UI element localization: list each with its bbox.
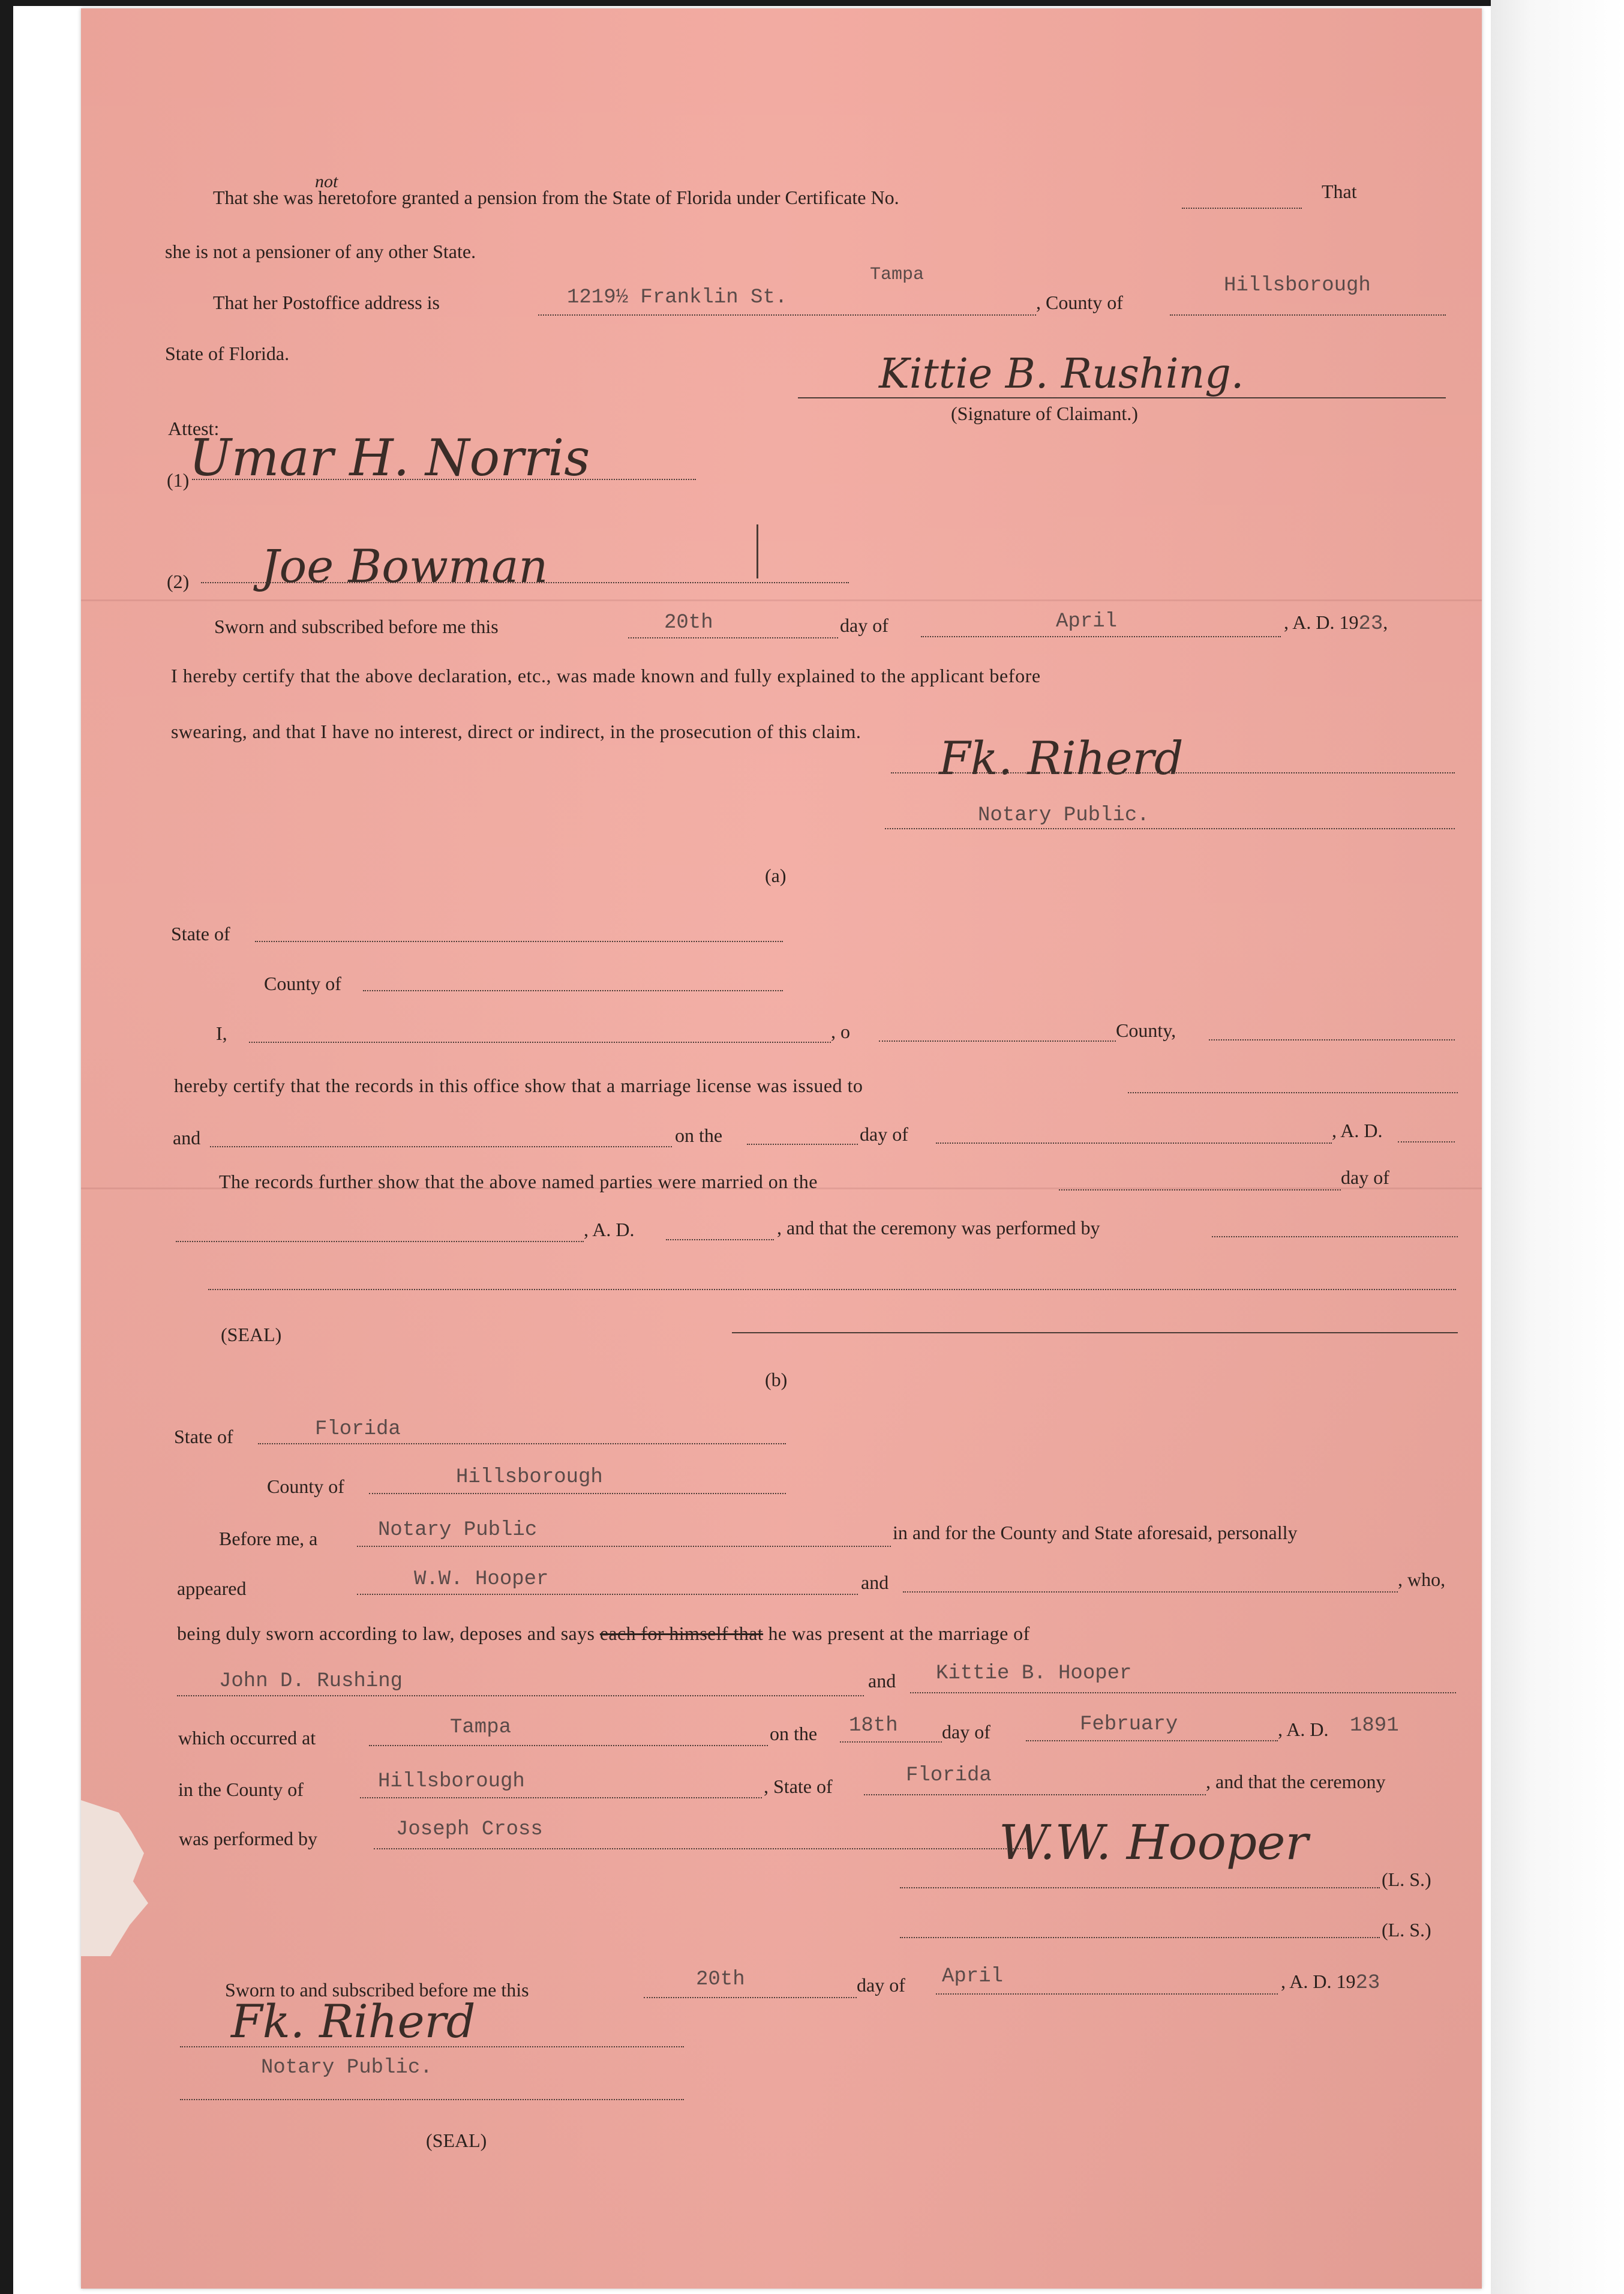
ls-1: (L. S.): [1382, 1869, 1431, 1890]
section-b-day-of: day of: [942, 1721, 990, 1743]
postoffice-label: That her Postoffice address is: [213, 292, 440, 313]
attest-2-number: (2): [167, 571, 190, 592]
sworn1-prefix: Sworn and subscribed before me this: [214, 616, 499, 637]
sworn1-day: 20th: [664, 611, 713, 634]
scan-border-left: [0, 0, 13, 2294]
section-a-license-field: [1128, 1070, 1458, 1093]
section-b-county-value: Hillsborough: [456, 1466, 603, 1489]
ls-2: (L. S.): [1382, 1919, 1431, 1941]
section-b-performed-label: was performed by: [179, 1828, 318, 1849]
section-b-ceremony-label: , and that the ceremony: [1206, 1771, 1386, 1792]
witness2-signature-line: [900, 1915, 1380, 1938]
sworn2-seal: (SEAL): [426, 2130, 487, 2151]
bracket-mark: [757, 524, 763, 578]
sworn1-month: April: [1056, 610, 1118, 633]
sworn1-day-field: [628, 616, 838, 638]
certify-line-2: swearing, and that I have no interest, direct or indirect, in the prosecution of this claim.: [171, 721, 861, 742]
section-b-witness2-field: [903, 1570, 1398, 1593]
county-label: , County of: [1036, 292, 1123, 313]
section-a-extra-line-1: [208, 1267, 1456, 1290]
section-a-county2-field: [1209, 1018, 1455, 1040]
section-a-ceremony: , and that the ceremony was performed by: [777, 1217, 1100, 1239]
scan-border-top: [0, 0, 1624, 6]
witness-signature: W.W. Hooper: [999, 1815, 1308, 1870]
section-a-month-field: [936, 1121, 1332, 1144]
section-a-ad: , A. D.: [1332, 1120, 1383, 1141]
section-b-month: February: [1080, 1713, 1178, 1736]
attest-1-line: [192, 457, 696, 480]
postoffice-value: 1219½ Franklin St.: [567, 286, 788, 309]
section-b-state-label: , State of: [764, 1776, 833, 1797]
section-a-further-line: The records further show that the above named parties were married on the: [219, 1171, 818, 1192]
section-b-sworn-line: being duly sworn according to law, deposes and says each for himself that he was present at the marriage of: [177, 1623, 1030, 1644]
section-a-i: I,: [216, 1022, 227, 1044]
section-a-married-year-field: [666, 1218, 774, 1240]
section-b-state-value: Florida: [315, 1418, 401, 1441]
attest-1-number: (1): [167, 469, 190, 491]
section-a-state-field: [255, 919, 783, 942]
notary-title-1-line: [885, 806, 1455, 829]
section-b-place-field: [369, 1723, 768, 1746]
section-b-county2: Hillsborough: [378, 1770, 525, 1793]
notary-signature-2-line: [180, 2025, 684, 2047]
section-a-day-of-end: day of: [1341, 1167, 1389, 1188]
section-b-before-me: Before me, a: [219, 1528, 318, 1549]
section-a-ad2: , A. D.: [584, 1219, 635, 1240]
witness-signature-line: [900, 1866, 1380, 1888]
section-b-occurred-label: which occurred at: [178, 1727, 316, 1749]
section-a-signature-line: [732, 1311, 1458, 1333]
struck-text: each for himself that: [599, 1623, 764, 1644]
section-b-in-and-for: in and for the County and State aforesaid, personally: [893, 1522, 1298, 1543]
section-a-seal: (SEAL): [221, 1324, 282, 1345]
section-a-records-line: hereby certify that the records in this office show that a marriage license was issued to: [174, 1075, 863, 1096]
handwritten-insert: not: [315, 172, 338, 191]
sworn2-ad: , A. D. 1923: [1281, 1971, 1380, 1995]
section-b-witness: W.W. Hooper: [414, 1568, 549, 1591]
sworn1-ad: , A. D. 1923,: [1284, 611, 1388, 635]
notary-signature-1-line: [891, 751, 1455, 773]
section-a-and-field: [210, 1124, 672, 1147]
scan-background-right: [1491, 0, 1624, 2294]
section-a-year-field: [1398, 1120, 1455, 1142]
section-b-year: 1891: [1350, 1714, 1399, 1737]
section-b-state2: Florida: [906, 1764, 992, 1787]
section-a-married-month-field: [176, 1219, 584, 1242]
section-a-officiant-field: [1212, 1215, 1458, 1237]
claimant-signature: Kittie B. Rushing.: [879, 350, 1244, 398]
section-b-on-the: on the: [770, 1723, 818, 1744]
pension-claim-sheet: [81, 8, 1482, 2289]
line-that: That: [1322, 181, 1357, 202]
section-a-county-of: County of: [264, 973, 341, 994]
section-a-day-field: [747, 1122, 858, 1145]
section-a-county: County,: [1116, 1019, 1176, 1041]
section-a-name-field: [249, 1020, 831, 1043]
attest-2-signature: Joe Bowman: [261, 539, 548, 593]
line-not-pensioner: she is not a pensioner of any other State.: [165, 241, 476, 262]
section-a-label: (a): [765, 865, 787, 886]
section-b-performed-by: Joseph Cross: [396, 1818, 543, 1841]
section-a-and: and: [173, 1127, 201, 1149]
section-b-county-label: in the County of: [178, 1779, 304, 1800]
county-value: Hillsborough: [1224, 274, 1371, 297]
section-b-label: (b): [765, 1369, 788, 1390]
line-pension-granted: That she was not heretofore granted a pension from the State of Florida under Certificate No.: [213, 185, 899, 209]
section-b-and2: and: [868, 1670, 896, 1692]
section-b-place: Tampa: [450, 1716, 512, 1739]
sworn2-day-of: day of: [857, 1974, 905, 1996]
sworn2-day-field: [644, 1975, 857, 1998]
section-b-wife: Kittie B. Hooper: [936, 1662, 1132, 1685]
notary-title-1: Notary Public.: [978, 804, 1149, 827]
section-b-who: , who,: [1398, 1569, 1446, 1590]
section-b-day: 18th: [849, 1714, 898, 1737]
section-b-ad: , A. D.: [1278, 1719, 1329, 1740]
attest-label: Attest:: [168, 418, 220, 439]
claimant-signature-caption: (Signature of Claimant.): [951, 403, 1138, 424]
section-a-on-the: on the: [675, 1124, 723, 1146]
postoffice-city: Tampa: [870, 265, 924, 285]
section-a-married-day-field: [1059, 1168, 1341, 1191]
section-a-state-of: State of: [171, 923, 230, 944]
claimant-signature-line: [798, 376, 1446, 398]
section-a-day-of: day of: [860, 1123, 908, 1145]
section-a-office-field: [879, 1019, 1116, 1042]
notary-signature-1: Fk. Riherd: [939, 731, 1184, 785]
notary-title-2-line: [180, 2077, 684, 2100]
section-a-o: , o: [831, 1021, 850, 1042]
section-b-appeared: appeared: [177, 1578, 247, 1599]
section-b-state-of: State of: [174, 1426, 233, 1447]
certify-line-1: I hereby certify that the above declaration, etc., was made known and fully explained to the applicant before: [171, 665, 1041, 686]
sworn2-month: April: [942, 1965, 1004, 1988]
certificate-number-field: [1182, 186, 1302, 209]
attest-2-line: [201, 560, 849, 583]
state-of-florida-label: State of Florida.: [165, 343, 290, 364]
sworn1-day-of: day of: [840, 614, 888, 636]
section-b-husband: John D. Rushing: [219, 1670, 403, 1693]
sworn2-day: 20th: [696, 1968, 745, 1991]
section-a-county-field: [363, 968, 783, 991]
paper-fold-line: [81, 599, 1482, 601]
section-b-and: and: [861, 1572, 889, 1593]
notary-signature-2: Fk. Riherd: [231, 1995, 476, 2048]
section-b-county-of: County of: [267, 1476, 344, 1497]
section-b-official: Notary Public: [378, 1519, 538, 1542]
attest-1-signature: Umar H. Norris: [189, 428, 590, 487]
sworn2-prefix: Sworn to and subscribed before me this: [225, 1979, 529, 2001]
notary-title-2: Notary Public.: [261, 2056, 433, 2079]
